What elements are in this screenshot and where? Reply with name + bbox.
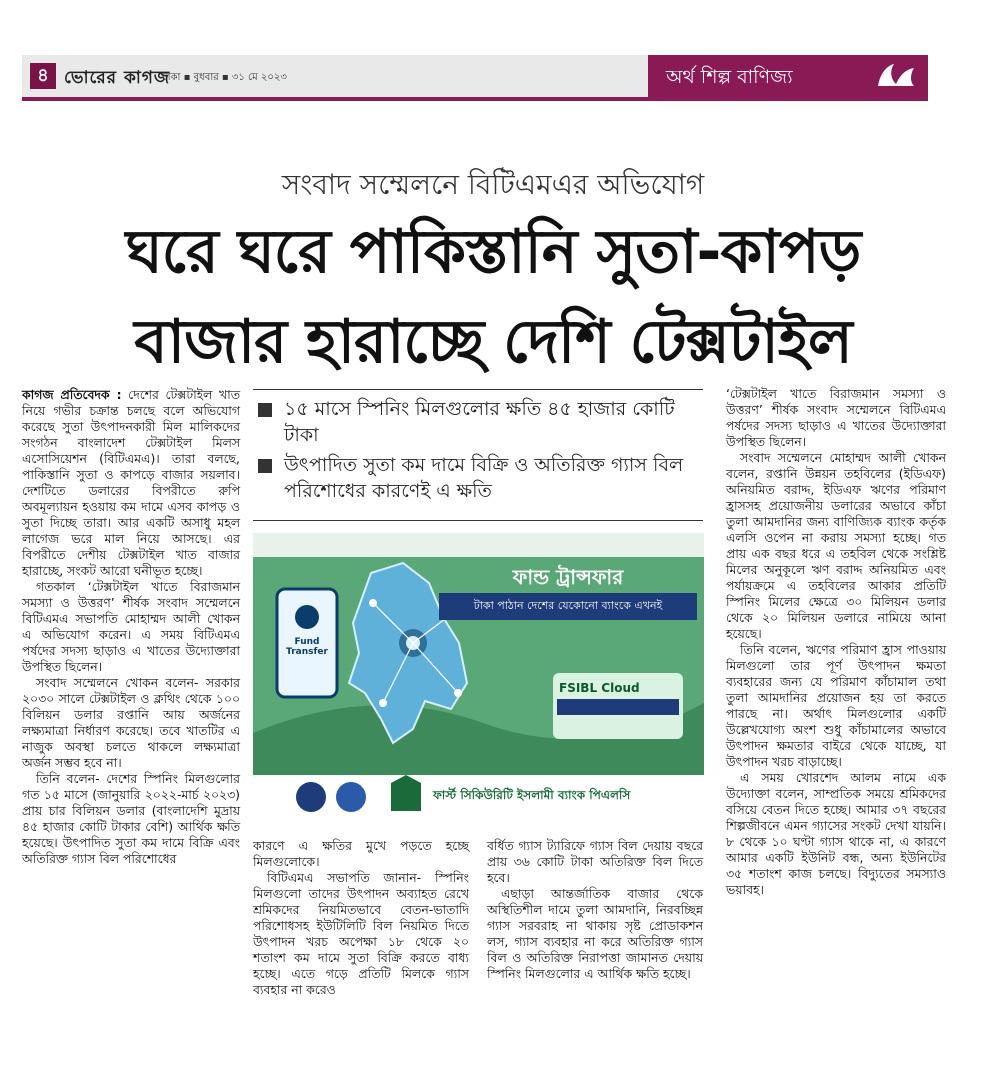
bank-advertisement [253, 533, 704, 819]
article-column-3 [487, 838, 703, 982]
paragraph: তিনি বলেন- দেশের স্পিনিং মিলগুলোর গত ১৫ মাসে (জানুয়ারি ২০২২-মার্চ ২০২৩) প্রায় চার বিলিয়ন ডলার (বাংলাদেশি মুদ্রায় ৪৫ হাজার কোটি টাকার বেশি) আর্থিক ক্ষতি হয়েছে। উৎপাদিত সুতা কম দামে বিক্রি এবং অতিরিক্ত গ্যাস বিল পরিশোধের [22, 771, 240, 866]
paragraph: তিনি বলেন, ঋণের পরিমাণ হ্রাস পাওয়ায় মিলগুলো তার পূর্ণ উৎপাদন ক্ষমতা ব্যবহারের জন্য যে পরিমাণ কাঁচামাল তথা তুলা আমদানির প্রয়োজন হয় তা করতে পারছে না। অর্থাৎ মিলগুলোর একটি উল্লেখযোগ্য অংশ শুধু কাঁচামালের অভাবে উৎপাদন ক্ষমতার বাইরে থেকে যাচ্ছে, যা উৎপাদন খরচ বাড়াচ্ছে। [726, 642, 946, 769]
highlight-item: উৎপাদিত সুতা কম দামে বিক্রি ও অতিরিক্ত গ্যাস বিল পরিশোধের কারণেই এ ক্ষতি [256, 452, 704, 504]
paragraph: ‘টেক্সটাইল খাতে বিরাজমান সমস্যা ও উত্তরণ’ শীর্ষক সংবাদ সম্মেলনে বিটিএমএ পর্ষদের সদস্য ছাড়াও এ খাতের উদ্যোক্তারা উপস্থিত ছিলেন। [726, 386, 946, 449]
ad-app-name: FSIBL Cloud [559, 681, 640, 695]
paragraph: এ সময় খোরশেদ আলম নামে এক উদ্যোক্তা বলেন, সাম্প্রতিক সময়ে শ্রমিকদের বসিয়ে বেতন দিতে হচ্ছে। আমার ৩৭ বছরের শিল্পজীবনে এমন গ্যাসের সংকট দেখা যায়নি। ৮ থেকে ১০ ঘণ্টা গ্যাস থাকে না, এ কারণে আমার একটি ইউনিট বন্ধ, অন্য ইউনিটের ৩৫ শতাংশ কাজ চলছে। বিদ্যুতের সমস্যাও ভয়াবহ। [726, 770, 946, 897]
highlight-rule-bottom [253, 520, 703, 521]
section-title: অর্থ শিল্প বাণিজ্য [666, 66, 793, 88]
bullet-square-icon [258, 459, 272, 473]
paragraph: বিটিএমএ সভাপতি জানান- স্পিনিং মিলগুলো তাদের উৎপাদন অব্যাহত রেখে শ্রমিকদের নিয়মিতভাবে বেতন-ভাতাদি পরিশোধসহ ইউটিলিটি বিল নিয়মিত দিতে উৎপাদন খরচ অপেক্ষা ১৮ থেকে ২০ শতাংশ কম দামে সুতা বিক্রি করতে বাধ্য হচ্ছে। এতে গড়ে প্রতিটি মিলকে গ্যাস ব্যবহার না করেও [253, 870, 469, 997]
masthead [22, 55, 928, 101]
headline-line-2: বাজার হারাচ্ছে দেশি টেক্সটাইল [134, 307, 852, 377]
article-column-2 [253, 838, 469, 998]
highlight-item: ১৫ মাসে স্পিনিং মিলগুলোর ক্ষতি ৪৫ হাজার কোটি টাকা [256, 396, 704, 448]
dateline: ঢাকা ▪ বুধবার ▪ ৩১ মে ২০২৩ [162, 72, 287, 83]
paper-name: ভোরের কাগজ [64, 68, 171, 88]
paragraph: কারণে এ ক্ষতির মুখে পড়তে হচ্ছে মিলগুলোকে। [253, 838, 469, 869]
paragraph: বর্ধিত গ্যাস ট্যারিফে গ্যাস বিল দেয়ায় বছরে প্রায় ৩৬ কোটি টাকা অতিরিক্ত বিল দিতে হবে। [487, 838, 703, 885]
ad-bank-name: ফার্স্ট সিকিউরিটি ইসলামী ব্যাংক পিএলসি [433, 788, 631, 802]
ad-subtitle: টাকা পাঠান দেশের যেকোনো ব্যাংকে এখনই [439, 593, 697, 620]
kicker: সংবাদ সম্মেলনে বিটিএমএর অভিযোগ [281, 168, 705, 201]
section-logo-icon [874, 60, 918, 90]
paragraph: গতকাল ‘টেক্সটাইল খাতে বিরাজমান সমস্যা ও উত্তরণ’ শীর্ষক সংবাদ সম্মেলনে বিটিএমএ সভাপতি মোহাম্মদ আলী খোকন এ অভিযোগ করেন। এ সময় বিটিএমএ পর্ষদের সদস্য ছাড়াও এ খাতের উদ্যোক্তারা উপস্থিত ছিলেন। [22, 579, 240, 674]
bullet-square-icon [258, 403, 272, 417]
ad-phone-label: Fund Transfer [286, 637, 328, 657]
article-column-4 [726, 386, 946, 898]
paragraph: এছাড়া আন্তর্জাতিক বাজার থেকে অস্থিতিশীল দামে তুলা আমদানি, নিরবচ্ছিন্ন গ্যাস সরবরাহ না থাকায় সৃষ্ট প্রোডাকশন লস, গ্যাস ব্যবহার না করে অতিরিক্ত গ্যাস বিল ও অতিরিক্ত নিরাপত্তা জামানত দেয়ায় স্পিনিং মিলগুলোর এ আর্থিক ক্ষতি হচ্ছে। [487, 886, 703, 981]
paragraph: সংবাদ সম্মেলনে খোকন বলেন- সরকার ২০৩০ সালে টেক্সটাইল ও ক্লথিং থেকে ১০০ বিলিয়ন ডলার রপ্তানি আয় অর্জনের লক্ষ্যমাত্রা নির্ধারণ করেছে। তবে খাতটির এ নাজুক অবস্থা চলতে থাকলে লক্ষ্যমাত্রা অর্জন সম্ভব হবে না। [22, 675, 240, 770]
section-banner [648, 55, 928, 97]
byline: কাগজ প্রতিবেদক : [22, 387, 122, 402]
article-column-1 [22, 387, 240, 867]
highlights-box [256, 396, 704, 508]
ad-title: ফান্ড ট্রান্সফার [512, 565, 624, 589]
page-number: ৪ [30, 63, 56, 89]
headline-line-1: ঘরে ঘরে পাকিস্তানি সুতা-কাপড় [125, 217, 861, 287]
paragraph: কাগজ প্রতিবেদক : দেশের টেক্সটাইল খাত নিয়ে গভীর চক্রান্ত চলছে বলে অভিযোগ করেছে সুতা উৎপাদনকারী মিল মালিকদের সংগঠন বাংলাদেশ টেক্সটাইল মিলস এসোসিয়েশন (বিটিএমএ)। তারা বলছে, পাকিস্তানি সুতা ও কাপড়ে বাজার সয়লাব। দেশটিতে ডলারের বিপরীতে রুপি অবমূল্যায়ন হওয়ায় কম দামে এসব কাপড় ও সুতা দিচ্ছে তারা। আর একটি অসাধু মহল লাগেজ ভরে মাল নিয়ে আসছে। এর বিপরীতে দেশীয় টেক্সটাইল খাত বাজার হারাচ্ছে, সংকট আরো ঘনীভূত হচ্ছে। [22, 387, 240, 578]
highlight-rule-top [253, 389, 703, 390]
paragraph: সংবাদ সম্মেলনে মোহাম্মদ আলী খোকন বলেন, রপ্তানি উন্নয়ন তহবিলের (ইডিএফ) অনিয়মিত বরাদ্দ, ইডিএফ ঋণের পরিমাণ হ্রাসসহ প্রয়োজনীয় ডলারের অভাবে কাঁচা তুলা আমদানির জন্য বাণিজ্যিক ব্যাংক কর্তৃক এলসি ওপেন না করায় সমস্যা হচ্ছে। গত প্রায় এক বছর ধরে এ তহবিল থেকে সংশ্লিষ্ট মিলের অনুকূলে ঋণ বরাদ্দ অনিয়মিত এবং পর্যায়ক্রমে এ তহবিলের আকার প্রতিটি স্পিনিং মিলের ক্ষেত্রে ৩০ মিলিয়ন ডলার থেকে ২০ মিলিয়ন ডলারে নামিয়ে আনা হয়েছে। [726, 450, 946, 641]
